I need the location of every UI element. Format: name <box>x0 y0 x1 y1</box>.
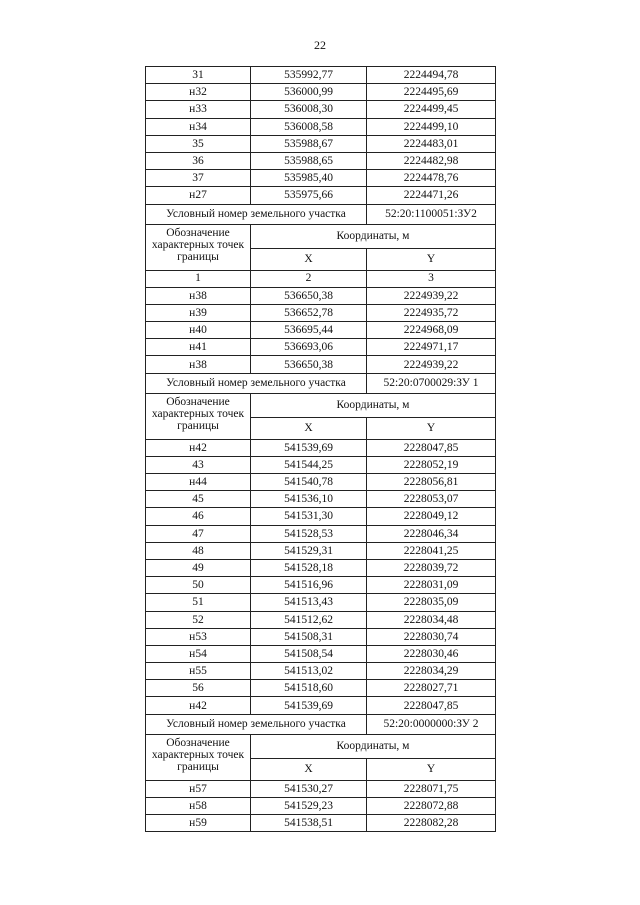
x-coordinate-cell: 535985,40 <box>251 170 367 187</box>
y-coordinate-cell: 2224968,09 <box>367 322 496 339</box>
point-name-cell: 31 <box>146 67 251 84</box>
x-coordinate-cell: 541518,60 <box>251 680 367 697</box>
coordinates-header: Координаты, м <box>251 224 496 248</box>
x-coordinate-cell: 541512,62 <box>251 611 367 628</box>
point-name-cell: 47 <box>146 525 251 542</box>
column-header-row <box>146 224 496 248</box>
table-row <box>146 645 496 662</box>
point-name-cell: н58 <box>146 797 251 814</box>
x-coordinate-cell: 541513,43 <box>251 594 367 611</box>
point-name-cell: н59 <box>146 815 251 832</box>
cadastral-label: Условный номер земельного участка <box>146 714 367 734</box>
x-coordinate-cell: 541539,69 <box>251 439 367 456</box>
table-row <box>146 815 496 832</box>
y-coordinate-cell: 2228034,48 <box>367 611 496 628</box>
x-coordinate-cell: 541529,23 <box>251 797 367 814</box>
column-header-row <box>146 734 496 758</box>
cadastral-row <box>146 373 496 393</box>
point-name-cell: н53 <box>146 628 251 645</box>
y-coordinate-cell: 2228027,71 <box>367 680 496 697</box>
table-row <box>146 356 496 373</box>
table-row <box>146 322 496 339</box>
x-coordinate-cell: 541516,96 <box>251 577 367 594</box>
table-row <box>146 680 496 697</box>
table-row <box>146 508 496 525</box>
cadastral-number: 52:20:0700029:ЗУ 1 <box>367 373 496 393</box>
y-coordinate-cell: 2228052,19 <box>367 456 496 473</box>
x-coordinate-cell: 541530,27 <box>251 780 367 797</box>
y-coordinate-cell: 2228053,07 <box>367 491 496 508</box>
y-coordinate-cell: 2228047,85 <box>367 439 496 456</box>
y-header: Y <box>367 417 496 439</box>
point-name-cell: 46 <box>146 508 251 525</box>
table-row <box>146 339 496 356</box>
point-name-cell: 56 <box>146 680 251 697</box>
y-header: Y <box>367 758 496 780</box>
table-row <box>146 439 496 456</box>
x-coordinate-cell: 541539,69 <box>251 697 367 714</box>
point-name-cell: н54 <box>146 645 251 662</box>
x-coordinate-cell: 541544,25 <box>251 456 367 473</box>
point-name-cell: 48 <box>146 542 251 559</box>
point-name-cell: н57 <box>146 780 251 797</box>
cadastral-label: Условный номер земельного участка <box>146 373 367 393</box>
y-coordinate-cell: 2224482,98 <box>367 152 496 169</box>
table-row <box>146 611 496 628</box>
table-row <box>146 118 496 135</box>
column-index-row <box>146 270 496 287</box>
x-coordinate-cell: 541540,78 <box>251 474 367 491</box>
coordinates-header: Координаты, м <box>251 393 496 417</box>
table-row <box>146 780 496 797</box>
table-row <box>146 542 496 559</box>
y-coordinate-cell: 2224494,78 <box>367 67 496 84</box>
x-coordinate-cell: 541531,30 <box>251 508 367 525</box>
point-name-header: Обозначение характерных точек границы <box>146 393 251 439</box>
table-row <box>146 628 496 645</box>
table-row <box>146 525 496 542</box>
coordinates-table <box>145 66 496 832</box>
point-name-cell: н38 <box>146 356 251 373</box>
table-row <box>146 474 496 491</box>
y-header: Y <box>367 248 496 270</box>
point-name-cell: н42 <box>146 439 251 456</box>
y-coordinate-cell: 2224499,45 <box>367 101 496 118</box>
x-coordinate-cell: 536008,58 <box>251 118 367 135</box>
y-coordinate-cell: 2224971,17 <box>367 339 496 356</box>
column-index-cell: 3 <box>367 270 496 287</box>
table-row <box>146 797 496 814</box>
cadastral-row <box>146 714 496 734</box>
x-coordinate-cell: 536693,06 <box>251 339 367 356</box>
x-coordinate-cell: 541513,02 <box>251 663 367 680</box>
y-coordinate-cell: 2224939,22 <box>367 287 496 304</box>
point-name-cell: 50 <box>146 577 251 594</box>
x-coordinate-cell: 535988,67 <box>251 135 367 152</box>
table-row <box>146 577 496 594</box>
point-name-cell: н55 <box>146 663 251 680</box>
cadastral-label: Условный номер земельного участка <box>146 204 367 224</box>
table-row <box>146 135 496 152</box>
point-name-header: Обозначение характерных точек границы <box>146 224 251 270</box>
table-row <box>146 663 496 680</box>
point-name-cell: н38 <box>146 287 251 304</box>
y-coordinate-cell: 2228047,85 <box>367 697 496 714</box>
x-header: X <box>251 758 367 780</box>
y-coordinate-cell: 2224495,69 <box>367 84 496 101</box>
column-index-cell: 2 <box>251 270 367 287</box>
y-coordinate-cell: 2228041,25 <box>367 542 496 559</box>
table-row <box>146 594 496 611</box>
y-coordinate-cell: 2228071,75 <box>367 780 496 797</box>
x-coordinate-cell: 535975,66 <box>251 187 367 204</box>
column-index-cell: 1 <box>146 270 251 287</box>
table-row <box>146 456 496 473</box>
point-name-header: Обозначение характерных точек границы <box>146 734 251 780</box>
point-name-cell: н27 <box>146 187 251 204</box>
y-coordinate-cell: 2228031,09 <box>367 577 496 594</box>
y-coordinate-cell: 2228030,74 <box>367 628 496 645</box>
point-name-cell: н34 <box>146 118 251 135</box>
x-coordinate-cell: 536008,30 <box>251 101 367 118</box>
cadastral-row <box>146 204 496 224</box>
table-row <box>146 101 496 118</box>
y-coordinate-cell: 2224499,10 <box>367 118 496 135</box>
x-coordinate-cell: 536000,99 <box>251 84 367 101</box>
x-coordinate-cell: 536650,38 <box>251 356 367 373</box>
point-name-cell: 36 <box>146 152 251 169</box>
x-coordinate-cell: 541528,18 <box>251 559 367 576</box>
point-name-cell: 43 <box>146 456 251 473</box>
point-name-cell: н33 <box>146 101 251 118</box>
table-row <box>146 697 496 714</box>
point-name-cell: 51 <box>146 594 251 611</box>
y-coordinate-cell: 2228034,29 <box>367 663 496 680</box>
y-coordinate-cell: 2228030,46 <box>367 645 496 662</box>
point-name-cell: н41 <box>146 339 251 356</box>
table-row <box>146 287 496 304</box>
y-coordinate-cell: 2228039,72 <box>367 559 496 576</box>
x-coordinate-cell: 536695,44 <box>251 322 367 339</box>
cadastral-number: 52:20:0000000:ЗУ 2 <box>367 714 496 734</box>
x-coordinate-cell: 541528,53 <box>251 525 367 542</box>
x-header: X <box>251 417 367 439</box>
table-row <box>146 559 496 576</box>
point-name-cell: н39 <box>146 304 251 321</box>
point-name-cell: 49 <box>146 559 251 576</box>
coordinates-header: Координаты, м <box>251 734 496 758</box>
table-row <box>146 187 496 204</box>
x-coordinate-cell: 541529,31 <box>251 542 367 559</box>
x-coordinate-cell: 541508,54 <box>251 645 367 662</box>
point-name-cell: 37 <box>146 170 251 187</box>
y-coordinate-cell: 2228035,09 <box>367 594 496 611</box>
y-coordinate-cell: 2228049,12 <box>367 508 496 525</box>
point-name-cell: н42 <box>146 697 251 714</box>
point-name-cell: 52 <box>146 611 251 628</box>
x-header: X <box>251 248 367 270</box>
y-coordinate-cell: 2224935,72 <box>367 304 496 321</box>
x-coordinate-cell: 535992,77 <box>251 67 367 84</box>
point-name-cell: 35 <box>146 135 251 152</box>
table-row <box>146 491 496 508</box>
table-row <box>146 304 496 321</box>
y-coordinate-cell: 2228082,28 <box>367 815 496 832</box>
y-coordinate-cell: 2228056,81 <box>367 474 496 491</box>
y-coordinate-cell: 2228046,34 <box>367 525 496 542</box>
y-coordinate-cell: 2224478,76 <box>367 170 496 187</box>
point-name-cell: н32 <box>146 84 251 101</box>
table-row <box>146 170 496 187</box>
x-coordinate-cell: 541536,10 <box>251 491 367 508</box>
y-coordinate-cell: 2224483,01 <box>367 135 496 152</box>
page-number: 22 <box>314 38 326 52</box>
point-name-cell: н44 <box>146 474 251 491</box>
x-coordinate-cell: 541508,31 <box>251 628 367 645</box>
table-row <box>146 84 496 101</box>
table-row <box>146 152 496 169</box>
x-coordinate-cell: 535988,65 <box>251 152 367 169</box>
point-name-cell: н40 <box>146 322 251 339</box>
cadastral-number: 52:20:1100051:ЗУ2 <box>367 204 496 224</box>
x-coordinate-cell: 541538,51 <box>251 815 367 832</box>
y-coordinate-cell: 2224471,26 <box>367 187 496 204</box>
x-coordinate-cell: 536652,78 <box>251 304 367 321</box>
point-name-cell: 45 <box>146 491 251 508</box>
y-coordinate-cell: 2228072,88 <box>367 797 496 814</box>
y-coordinate-cell: 2224939,22 <box>367 356 496 373</box>
x-coordinate-cell: 536650,38 <box>251 287 367 304</box>
table-row <box>146 67 496 84</box>
column-header-row <box>146 393 496 417</box>
